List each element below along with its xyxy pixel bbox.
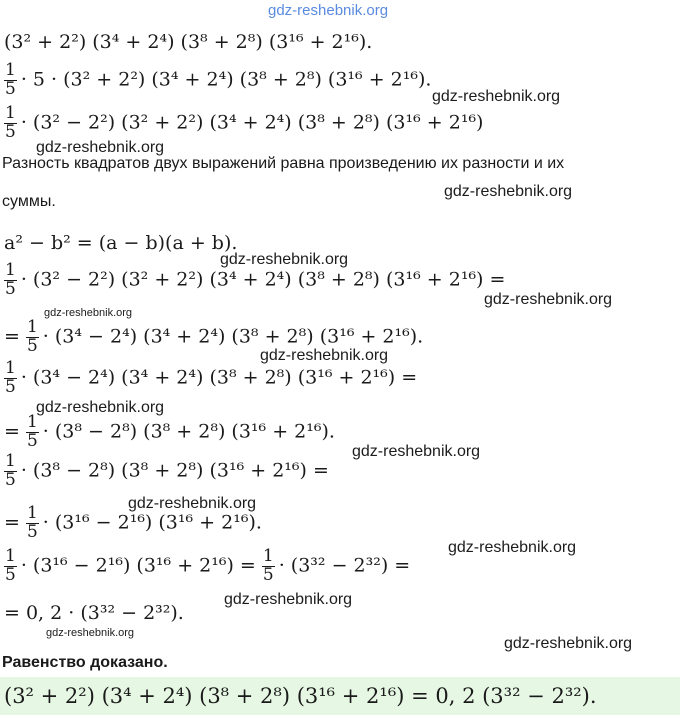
fraction-numerator: 1 [26,503,38,523]
expression-text: · (3² − 2²) (3² + 2²) (3⁴ + 2⁴) (3⁸ + 2⁸) (3¹⁶ + 2¹⁶) = [20,268,506,291]
fraction-denominator: 5 [26,430,38,451]
fraction [4,262,17,299]
expression-text: · 5 · (3² + 2²) (3⁴ + 2⁴) (3⁸ + 2⁸) (3¹⁶ + 2¹⁶). [20,68,432,91]
final-equation: (3² + 2²) (3⁴ + 2⁴) (3⁸ + 2⁸) (3¹⁶ + 2¹⁶) = 0, 2 (3³² − 2³²). [4,684,597,708]
fraction [26,505,39,542]
fraction [4,62,17,99]
watermark: gdz-reshebnik.org [448,539,577,556]
watermark: gdz-reshebnik.org [352,443,481,460]
fraction [26,319,39,356]
expression-text: · (3⁸ − 2⁸) (3⁸ + 2⁸) (3¹⁶ + 2¹⁶). [42,420,335,443]
fraction-numerator: 1 [5,451,16,471]
equals-sign: = [4,325,20,348]
difference-of-squares-formula: a² − b² = (a − b)(a + b). [4,232,238,254]
watermark: gdz-reshebnik.org [432,88,561,105]
expression-text: · (3⁴ − 2⁴) (3⁴ + 2⁴) (3⁸ + 2⁸) (3¹⁶ + 2¹⁶). [42,325,424,348]
watermark: gdz-reshebnik.org [36,399,165,416]
expression-line-9 [4,453,329,490]
fraction-denominator: 5 [26,335,38,356]
fraction-denominator: 5 [5,78,16,99]
expression-line-12: = 0, 2 · (3³² − 2³²). [4,602,184,624]
watermark-small: gdz-reshebnik.org [44,307,133,319]
fraction-numerator: 1 [5,103,16,123]
equals-sign: = [4,511,20,534]
fraction-numerator: 1 [262,546,274,566]
watermark-small: gdz-reshebnik.org [46,627,135,639]
fraction-numerator: 1 [5,546,16,566]
proved-text: Равенство доказано. [2,654,168,671]
fraction-denominator: 5 [5,564,16,585]
watermark-top: gdz-reshebnik.org [268,2,389,19]
expression-line-10 [4,505,262,542]
difference-of-squares-text-2: суммы. [2,193,56,210]
watermark: gdz-reshebnik.org [260,347,389,364]
fraction-denominator: 5 [5,278,16,299]
expression-line-8 [4,414,335,451]
fraction-numerator: 1 [26,317,38,337]
expression-line-7 [4,360,417,397]
fraction-denominator: 5 [5,121,16,142]
fraction [26,414,39,451]
watermark: gdz-reshebnik.org [36,139,165,156]
fraction-numerator: 1 [26,412,38,432]
fraction-denominator: 5 [5,376,16,397]
fraction [4,105,17,142]
watermark: gdz-reshebnik.org [504,635,633,652]
expression-text: · (3¹⁶ − 2¹⁶) (3¹⁶ + 2¹⁶) = [20,554,256,577]
expression-text-end: · (3³² − 2³²) = [278,554,411,577]
watermark: gdz-reshebnik.org [444,183,573,200]
expression-text: · (3² − 2²) (3² + 2²) (3⁴ + 2⁴) (3⁸ + 2⁸) (3¹⁶ + 2¹⁶) [20,111,484,134]
watermark: gdz-reshebnik.org [220,251,349,268]
fraction-2 [262,548,275,585]
expression-line-11 [4,548,410,585]
expression-line-3 [4,105,483,142]
fraction-denominator: 5 [262,564,274,585]
watermark: gdz-reshebnik.org [484,291,613,308]
fraction-denominator: 5 [5,469,16,490]
expression-text: · (3⁴ − 2⁴) (3⁴ + 2⁴) (3⁸ + 2⁸) (3¹⁶ + 2¹⁶) = [20,366,418,389]
watermark: gdz-reshebnik.org [224,591,353,608]
fraction-denominator: 5 [26,521,38,542]
expression-line-5 [4,262,505,299]
difference-of-squares-text: Разность квадратов двух выражений равна произведению их разности и их [2,155,565,172]
expression-line-2 [4,62,431,99]
expression-line-1: (3² + 2²) (3⁴ + 2⁴) (3⁸ + 2⁸) (3¹⁶ + 2¹⁶). [4,31,373,53]
fraction-numerator: 1 [5,358,16,378]
fraction-numerator: 1 [5,260,16,280]
expression-text: · (3¹⁶ − 2¹⁶) (3¹⁶ + 2¹⁶). [42,511,262,534]
watermark: gdz-reshebnik.org [128,495,257,512]
equals-sign: = [4,420,20,443]
fraction [4,453,17,490]
fraction-numerator: 1 [5,60,16,80]
fraction [4,360,17,397]
fraction [4,548,17,585]
expression-text: · (3⁸ − 2⁸) (3⁸ + 2⁸) (3¹⁶ + 2¹⁶) = [20,459,329,482]
